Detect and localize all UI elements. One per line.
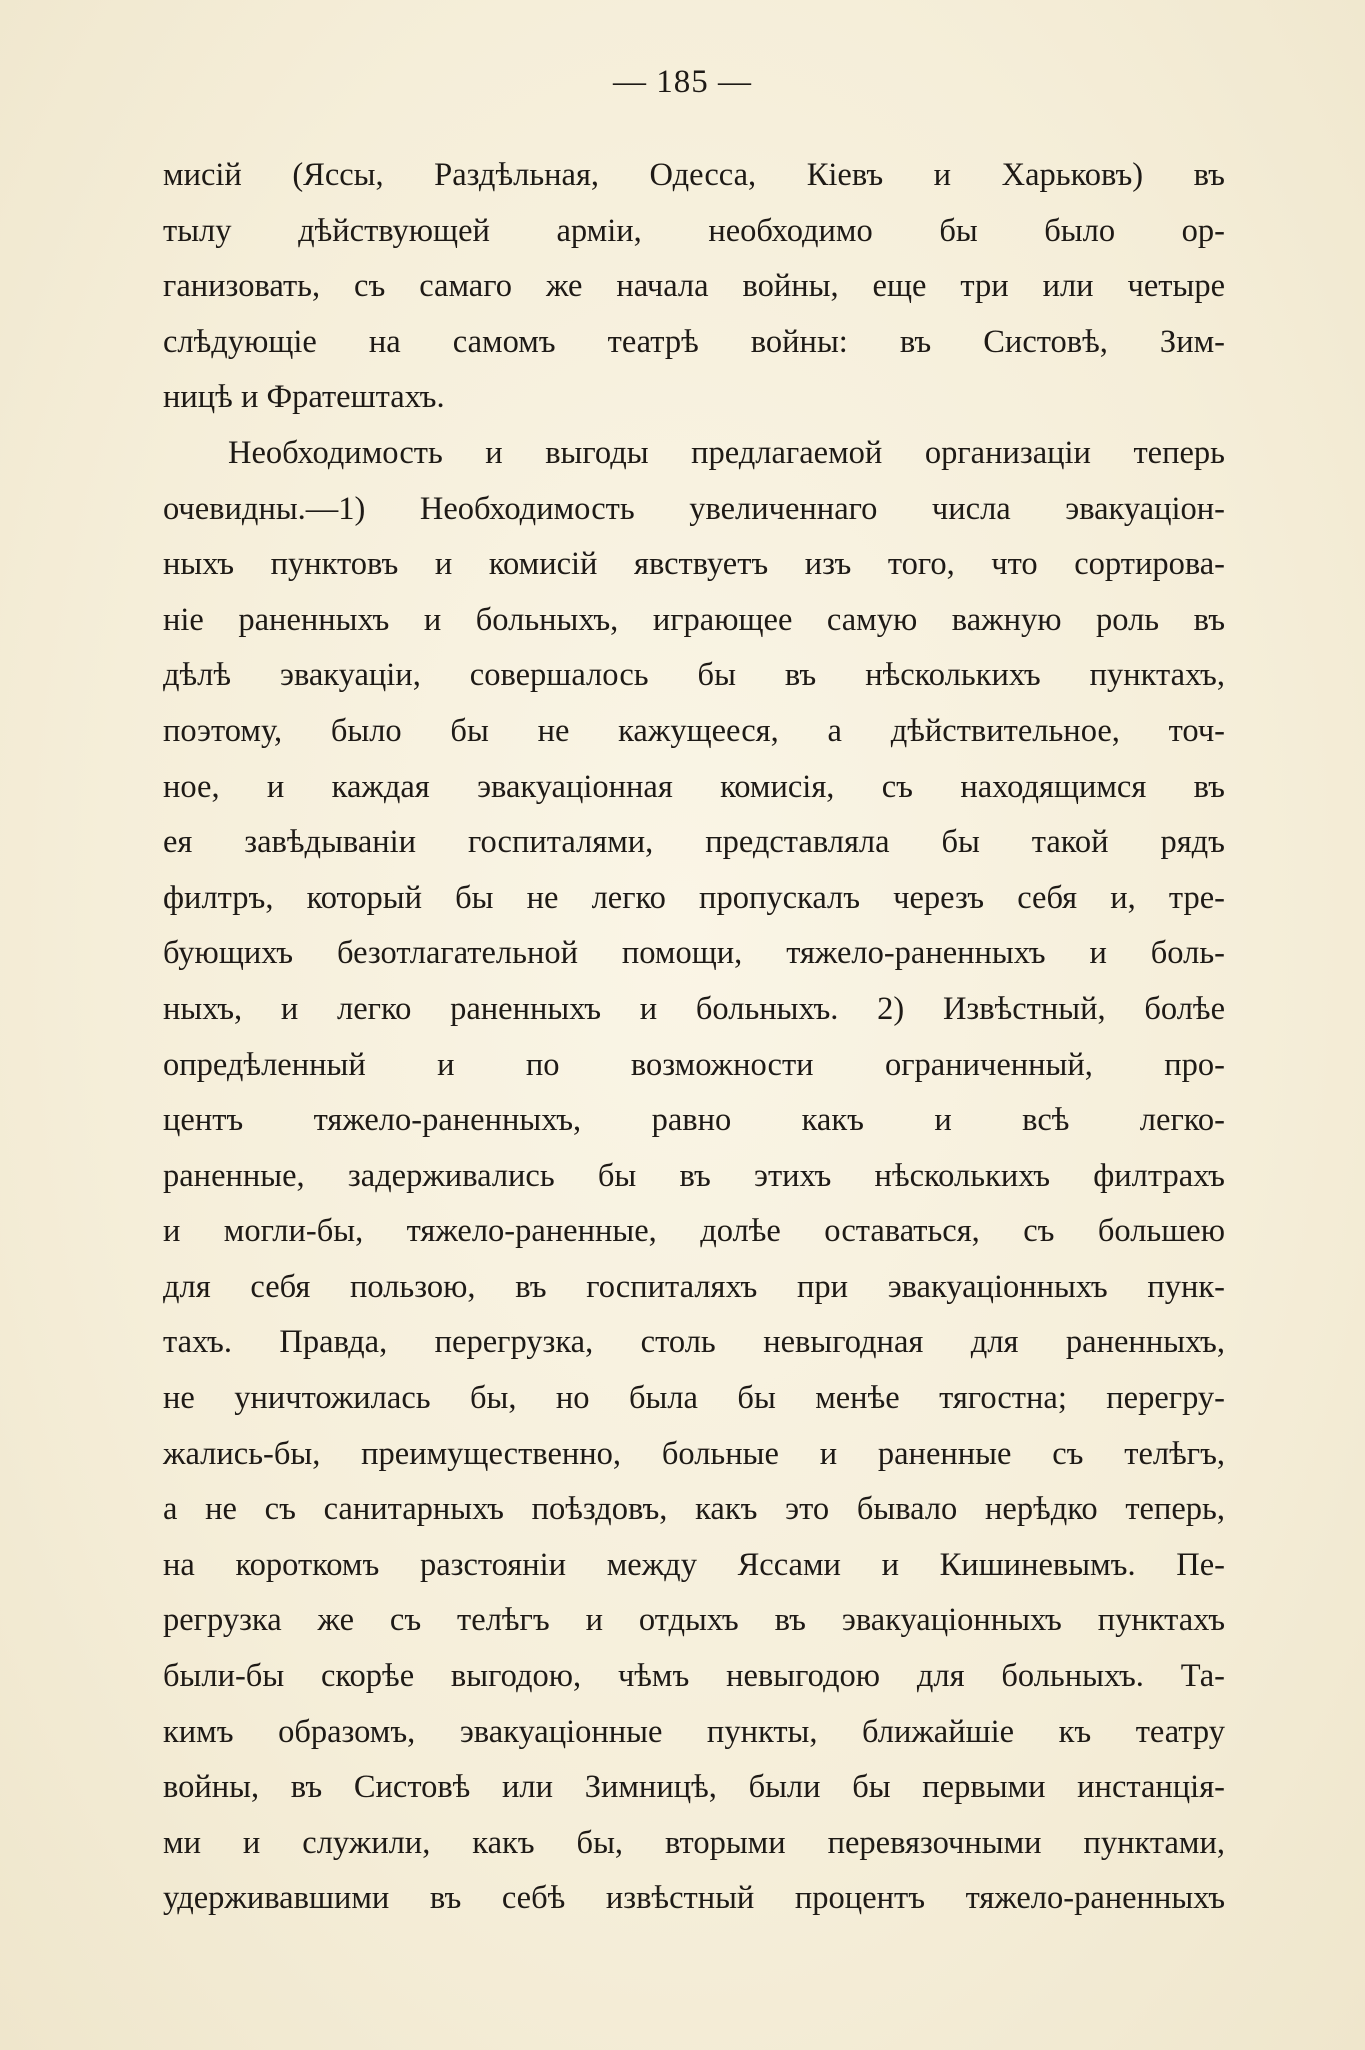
page-number: — 185 — — [613, 64, 752, 100]
text-line: поэтому, было бы не кажущееся, а дѣйствительное, точ- — [163, 712, 1225, 749]
text-line: для себя пользою, въ госпиталяхъ при эвакуаціонныхъ пунк- — [163, 1268, 1225, 1305]
text-line: ея завѣдываніи госпиталями, представляла бы такой рядъ — [163, 824, 1225, 861]
text-line: тахъ. Правда, перегрузка, столь невыгодная для раненныхъ, — [163, 1324, 1225, 1361]
text-line: ганизовать, съ самаго же начала войны, еще три или четыре — [163, 268, 1225, 305]
text-line: не уничтожилась бы, но была бы менѣе тягостна; перегру- — [163, 1380, 1225, 1417]
text-line: жались-бы, преимущественно, больные и раненные съ телѣгъ, — [163, 1435, 1225, 1472]
text-line: очевидны.—1) Необходимость увеличеннаго числа эвакуаціон- — [163, 490, 1225, 527]
text-line: мисій (Яссы, Раздѣльная, Одесса, Кіевъ и Харьковъ) въ — [163, 157, 1225, 193]
text-line: слѣдующіе на самомъ театрѣ войны: въ Систовѣ, Зим- — [163, 323, 1225, 360]
text-line: и могли-бы, тяжело-раненные, долѣе оставаться, съ большею — [163, 1213, 1225, 1250]
body-text — [163, 148, 1225, 1927]
text-line: бующихъ безотлагательной помощи, тяжело-раненныхъ и боль- — [163, 935, 1225, 972]
text-line: ніе раненныхъ и больныхъ, играющее самую важную роль въ — [163, 601, 1225, 638]
text-line: удерживавшими въ себѣ извѣстный процентъ тяжело-раненныхъ — [163, 1880, 1225, 1917]
text-line: ныхъ, и легко раненныхъ и больныхъ. 2) Извѣстный, болѣе — [163, 990, 1225, 1027]
text-line: были-бы скорѣе выгодою, чѣмъ невыгодою для больныхъ. Та- — [163, 1658, 1225, 1695]
text-line: войны, въ Систовѣ или Зимницѣ, были бы первыми инстанція- — [163, 1769, 1225, 1806]
text-line: опредѣленный и по возможности ограниченный, про- — [163, 1046, 1225, 1083]
text-line: ницѣ и Фратештахъ. — [163, 379, 445, 416]
text-line: ное, и каждая эвакуаціонная комисія, съ находящимся въ — [163, 768, 1225, 805]
text-line: а не съ санитарныхъ поѣздовъ, какъ это бывало нерѣдко теперь, — [163, 1491, 1225, 1528]
text-line: филтръ, который бы не легко пропускалъ черезъ себя и, тре- — [163, 879, 1225, 916]
text-line: ныхъ пунктовъ и комисій явствуетъ изъ того, что сортирова- — [163, 546, 1225, 583]
text-line: ми и служили, какъ бы, вторыми перевязочными пунктами, — [163, 1824, 1225, 1861]
text-line: на короткомъ разстояніи между Яссами и Кишиневымъ. Пе- — [163, 1546, 1225, 1583]
text-line: тылу дѣйствующей арміи, необходимо бы было ор- — [163, 212, 1225, 249]
text-line: регрузка же съ телѣгъ и отдыхъ въ эвакуаціонныхъ пунктахъ — [163, 1602, 1225, 1639]
text-line: дѣлѣ эвакуаціи, совершалось бы въ нѣсколькихъ пунктахъ, — [163, 657, 1225, 694]
text-line: кимъ образомъ, эвакуаціонные пункты, ближайшіе къ театру — [163, 1713, 1225, 1750]
paragraph — [163, 426, 1225, 1927]
text-line: Необходимость и выгоды предлагаемой организаціи теперь — [228, 434, 1225, 471]
paragraph — [163, 148, 1225, 426]
text-line: центъ тяжело-раненныхъ, равно какъ и всѣ легко- — [163, 1102, 1225, 1139]
text-line: раненные, задерживались бы въ этихъ нѣсколькихъ филтрахъ — [163, 1157, 1225, 1194]
